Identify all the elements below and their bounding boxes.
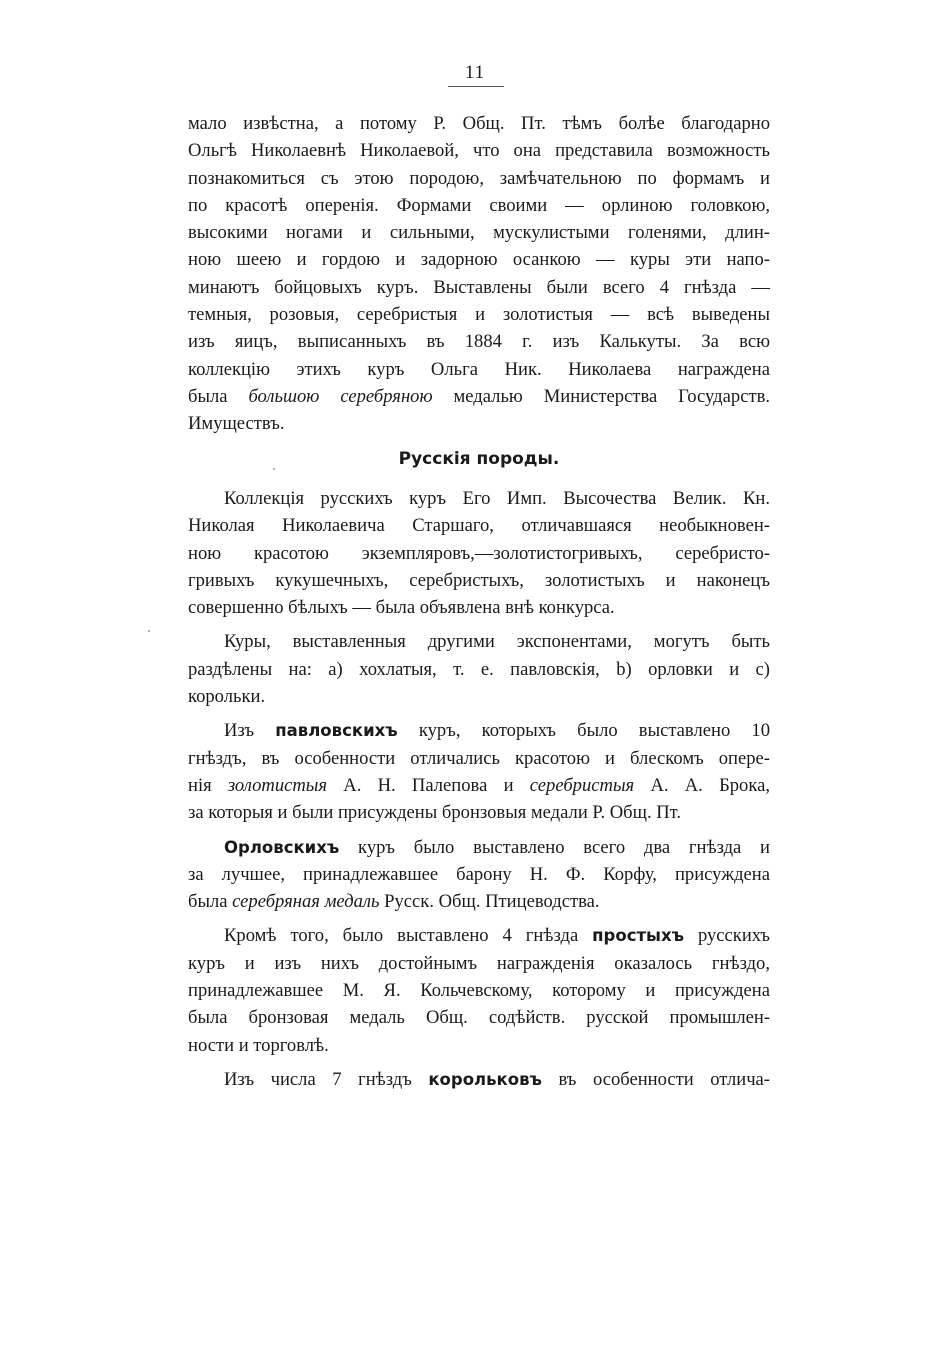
emphasis-text: большою серебряною	[248, 385, 433, 407]
text-line	[188, 1066, 770, 1093]
bold-term: Орловскихъ	[224, 837, 340, 857]
text-fragment: А. А. Брока,	[634, 774, 770, 796]
text-line: мало извѣстна, а потому Р. Общ. Пт. тѣмъ болѣе благодарно	[188, 113, 770, 134]
text-line: изъ яицъ, выписанныхъ въ 1884 г. изъ Калькуты. За всю	[188, 331, 770, 353]
text-line: гривыхъ кукушечныхъ, серебристыхъ, золотистыхъ и наконецъ	[188, 569, 770, 591]
text-line: корольки.	[188, 686, 266, 708]
text-fragment: куръ, которыхъ было выставлено 10	[397, 720, 771, 742]
text-line: высокими ногами и сильными, мускулистыми голенями, длин-	[188, 222, 770, 244]
text-line: за которыя и были присуждены бронзовыя медали Р. Общ. Пт.	[188, 802, 682, 824]
text-line: ности и торговлѣ.	[188, 1034, 329, 1056]
text-line: Коллекція русскихъ куръ Его Имп. Высочества Велик. Кн.	[224, 488, 770, 509]
text-fragment: Изъ	[224, 720, 276, 742]
text-fragment: Изъ числа 7 гнѣздъ	[224, 1068, 429, 1090]
text-fragment: нія	[188, 774, 228, 796]
text-line: коллекцію этихъ куръ Ольга Ник. Николаева награждена	[188, 358, 770, 380]
text-fragment: куръ было выставлено всего два гнѣзда и	[339, 836, 770, 858]
text-line	[188, 922, 770, 949]
text-fragment: русскихъ	[684, 925, 770, 947]
text-line: Николая Николаевича Старшаго, отличавшаяся необыкновен-	[188, 515, 770, 537]
page-number: 11	[464, 62, 486, 83]
page-number-rule	[448, 86, 504, 87]
text-line	[188, 717, 770, 744]
text-line: куръ и изъ нихъ достойнымъ награжденія оказалось гнѣздо,	[188, 952, 770, 974]
russian-breeds-section	[188, 485, 770, 1093]
text-fragment: въ особенности отлича-	[541, 1068, 770, 1090]
emphasis-text: золотистыя	[227, 774, 328, 796]
text-line: по красотѣ оперенія. Формами своими — орлиною головкою,	[188, 194, 770, 216]
emphasis-text: серебряная медаль	[232, 891, 380, 913]
bold-term: простыхъ	[592, 926, 684, 946]
text-fragment: медалью Министерства Государств.	[432, 385, 770, 407]
text-line: была бронзовая медаль Общ. содѣйств. русской промышлен-	[188, 1007, 770, 1029]
text-fragment: Кромѣ того, было выставлено 4 гнѣзда	[224, 925, 593, 947]
text-line: темныя, розовыя, серебристыя и золотистыя — всѣ выведены	[188, 304, 770, 326]
text-fragment: А. Н. Палепова и	[327, 774, 530, 796]
section-heading: Русскія породы.	[398, 449, 560, 469]
bold-term: корольковъ	[428, 1069, 542, 1089]
text-line: совершенно бѣлыхъ — была объявлена внѣ конкурса.	[188, 597, 615, 619]
text-line: познакомиться съ этою породою, замѣчательною по формамъ и	[188, 167, 770, 189]
bold-term: павловскихъ	[275, 721, 398, 741]
text-line	[188, 772, 770, 799]
text-line	[188, 383, 770, 410]
text-line: минаютъ бойцовыхъ куръ. Выставлены были всего 4 гнѣзда —	[188, 276, 770, 298]
scan-speck	[273, 468, 275, 470]
text-fragment: Русск. Общ. Птицеводства.	[379, 891, 600, 913]
text-line: раздѣлены на: а) хохлатыя, т. е. павловскія, b) орловки и с)	[188, 658, 770, 680]
emphasis-text: серебристыя	[529, 774, 635, 796]
scan-speck	[148, 630, 150, 632]
text-line: Имуществъ.	[188, 413, 285, 435]
text-line: Ольгѣ Николаевнѣ Николаевой, что она представила возможность	[188, 140, 770, 162]
text-fragment: была	[188, 385, 249, 407]
text-line: гнѣздъ, въ особенности отличались красотою и блескомъ опере-	[188, 747, 770, 769]
text-line: ною красотою экземпляровъ,—золотистогривыхъ, серебристо-	[188, 542, 770, 564]
text-line: ною шеею и гордою и задорною осанкою — куры эти напо-	[188, 249, 770, 271]
text-line: принадлежавшее М. Я. Кольчевскому, которому и присуждена	[188, 980, 770, 1002]
text-line	[188, 888, 770, 915]
continuation-paragraph	[188, 110, 770, 438]
text-line: Куры, выставленныя другими экспонентами, могутъ быть	[224, 631, 770, 653]
text-line	[188, 834, 770, 861]
text-fragment: была	[188, 891, 233, 913]
text-line: за лучшее, принадлежавшее барону Н. Ф. Корфу, присуждена	[188, 863, 770, 885]
